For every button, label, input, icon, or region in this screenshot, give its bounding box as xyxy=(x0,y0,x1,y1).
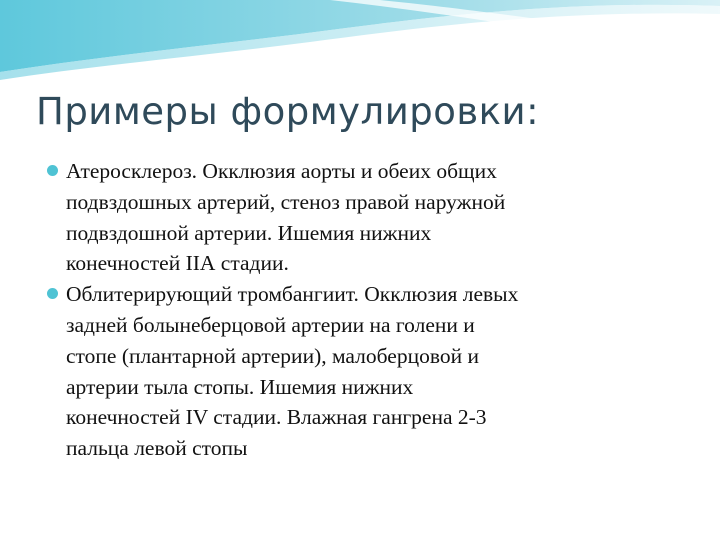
slide-title: Примеры формулировки: xyxy=(36,90,540,133)
bullet-text-line: стопе (плантарной артерии), малоберцовой и xyxy=(66,343,479,368)
bullet-text-line: пальца левой стопы xyxy=(66,436,248,461)
list-item xyxy=(44,279,684,464)
bullet-text-line: подвздошной артерии. Ишемия нижних xyxy=(66,220,432,245)
bullet-text-line: конечностей IIА стадии. xyxy=(66,251,289,276)
bullet-text-line: задней болынеберцовой артерии на голени и xyxy=(66,312,475,337)
bullet-text-line: подвздошных артерий, стеноз правой наружной xyxy=(66,189,506,214)
bullet-text-line: Атеросклероз. Окклюзия аорты и обеих общих xyxy=(66,159,497,183)
bullet-list xyxy=(44,156,684,464)
bullet-text-line: конечностей IV стадии. Влажная гангрена 2-3 xyxy=(66,405,487,430)
bullet-text-line: Облитерирующий тромбангиит. Окклюзия левых xyxy=(66,282,519,307)
bullet-dot-icon xyxy=(47,165,58,176)
bullet-dot-icon xyxy=(47,288,58,299)
bullet-text-line: артерии тыла стопы. Ишемия нижних xyxy=(66,374,414,399)
list-item xyxy=(44,156,684,279)
